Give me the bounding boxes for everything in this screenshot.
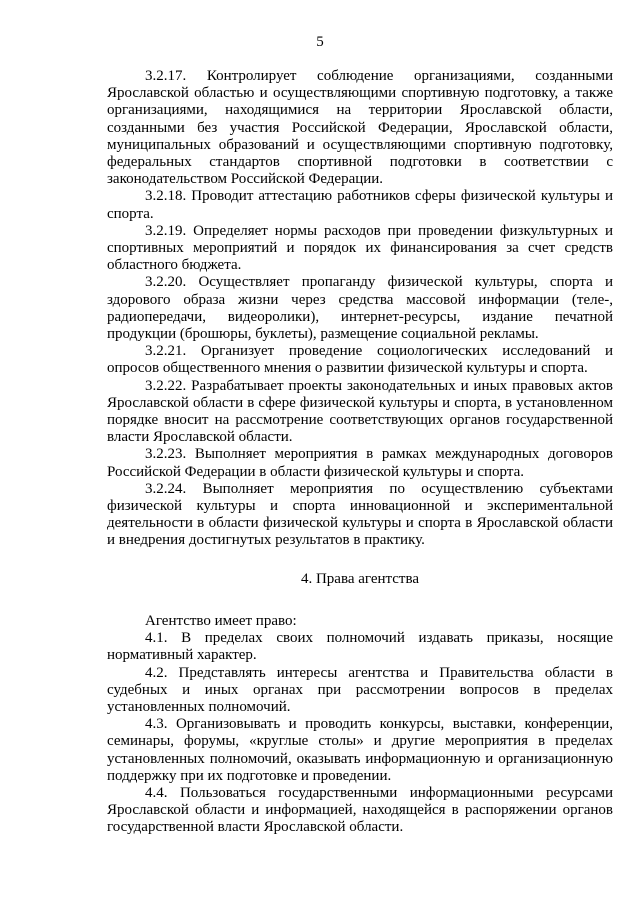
clause-3-2-20: 3.2.20. Осуществляет пропаганду физической культуры, спорта и здорового образа жизни через средства массовой информации (теле-, радиопередачи, видеоролики), интернет-ресурсы, издание печатной продукции (брошюры, буклеты), размещение социальной рекламы. — [107, 274, 613, 343]
clause-3-2-21: 3.2.21. Организует проведение социологических исследований и опросов общественного мнения о развитии физической культуры и спорта. — [107, 343, 613, 377]
clause-3-2-18: 3.2.18. Проводит аттестацию работников сферы физической культуры и спорта. — [107, 188, 613, 222]
clause-3-2-19: 3.2.19. Определяет нормы расходов при проведении физкультурных и спортивных мероприятий и порядок их финансирования за счет средств областного бюджета. — [107, 222, 613, 274]
section-heading: 4. Права агентства — [300, 570, 420, 587]
clause-4-3: 4.3. Организовывать и проводить конкурсы, выставки, конференции, семинары, форумы, «круглые столы» и другие мероприятия в пределах установленных полномочий, оказывать информационную и организационную поддержку при их подготовке и проведении. — [107, 716, 613, 784]
clause-3-2-17: 3.2.17. Контролирует соблюдение организациями, созданными Ярославской областью и осуществляющими спортивную подготовку, а также организациями, находящимися на территории Ярославской области, созданными без участия Российской Федерации, Ярославской области, муниципальных образований и осуществляющими спортивную подготовку, федеральных стандартов спортивной подготовки в соответствии с законодательством Российской Федерации. — [107, 68, 613, 188]
clause-4-1: 4.1. В пределах своих полномочий издавать приказы, носящие нормативный характер. — [107, 630, 613, 664]
rights-intro: Агентство имеет право: — [145, 612, 297, 629]
page-number: 5 — [316, 34, 324, 50]
clause-3-2-23: 3.2.23. Выполняет мероприятия в рамках международных договоров Российской Федерации в области физической культуры и спорта. — [107, 446, 613, 480]
clause-3-2-22: 3.2.22. Разрабатывает проекты законодательных и иных правовых актов Ярославской области в сфере физической культуры и спорта, в установленном порядке вносит на рассмотрение соответствующих органов государственной власти Ярославской области. — [107, 377, 613, 446]
document-body — [107, 68, 613, 837]
clause-3-2-24: 3.2.24. Выполняет мероприятия по осуществлению субъектами физической культуры и спорта инновационной и экспериментальной деятельности в области физической культуры и спорта в Ярославской области и внедрения достигнутых результатов в практику. — [107, 480, 613, 549]
clause-4-2: 4.2. Представлять интересы агентства и Правительства области в судебных и иных органах при рассмотрении вопросов в пределах установленных полномочий. — [107, 664, 613, 715]
clause-4-4: 4.4. Пользоваться государственными информационными ресурсами Ярославской области и информацией, находящейся в распоряжении органов государственной власти Ярославской области. — [107, 784, 613, 836]
